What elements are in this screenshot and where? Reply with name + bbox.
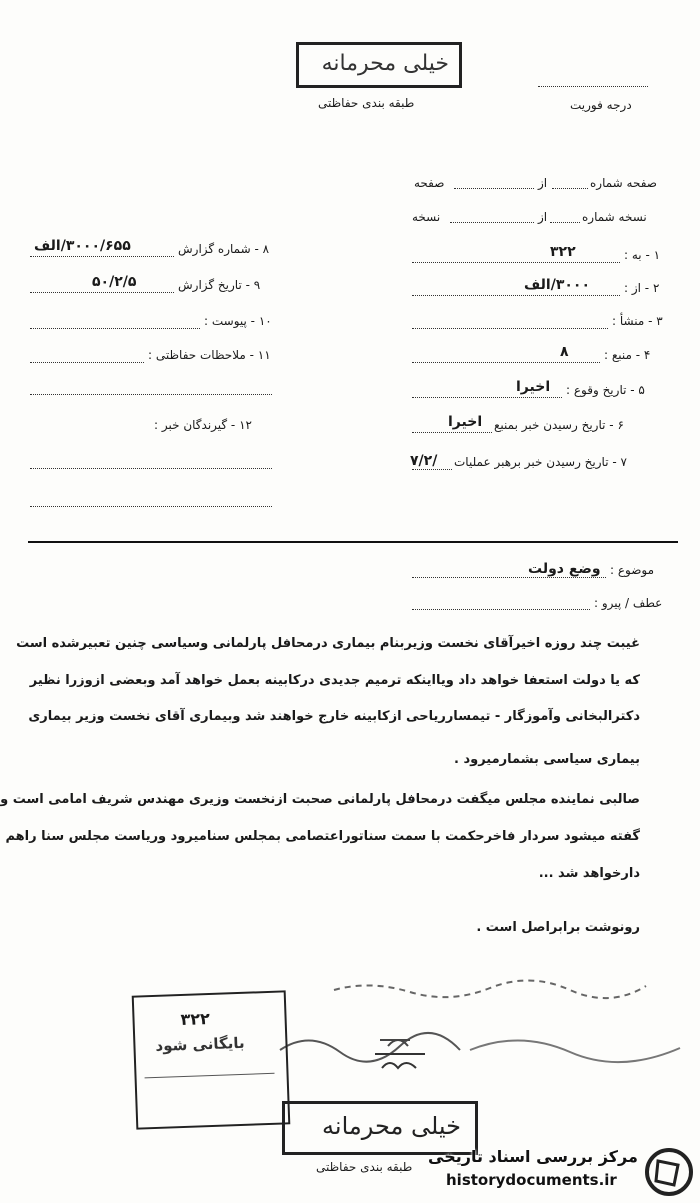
security-notes-label: ۱۱ - ملاحظات حفاظتی : (148, 348, 271, 362)
copy-from-label: از (538, 210, 548, 224)
subject-label: موضوع : (610, 563, 655, 577)
attachment-label: ۱۰ - پیوست : (204, 314, 272, 328)
page-number-line (552, 188, 588, 189)
origin-line (412, 328, 608, 329)
reference-label: عطف / پیرو : (594, 596, 663, 610)
copy-suffix: نسخه (412, 210, 441, 224)
receipt-source-label: ۶ - تاریخ رسیدن خبر بمنبع (494, 418, 624, 432)
copy-number-line (550, 222, 580, 223)
body-line-3: دکترالبخانی وآموزگار - تیمسارریاحی ازکابینه خارج خواهند شد وبیماری آقای نخست وزیر بیماری (28, 709, 640, 724)
classification-caption-bottom: طبقه بندی حفاظتی (316, 1160, 413, 1174)
page-suffix: صفحه (414, 176, 445, 190)
body-line-1: غیبت چند روزه اخیرآقای نخست وزیربنام بیماری درمحافل پارلمانی وسیاسی چنین تعبیرشده است (16, 636, 640, 651)
origin-label: ۳ - منشأ : (612, 314, 663, 328)
event-date-value: اخیرا (516, 379, 551, 395)
report-date-value: ۵۰/۲/۵ (92, 274, 137, 290)
recipients-line-1 (30, 468, 272, 469)
page-from-label: از (538, 176, 548, 190)
receipt-source-line (412, 432, 492, 433)
archive-stamp-text: بایگانی شود (155, 1033, 245, 1055)
separator-line (28, 541, 678, 543)
body-line-6: گفته میشود سردار فاخرحکمت با سمت سناتوراعتصامی بمجلس سنامیرود وریاست مجلس سنا راهم (5, 829, 640, 844)
report-number-label: ۸ - شماره گزارش (178, 242, 270, 256)
page-number-label: صفحه شماره (590, 176, 657, 190)
receipt-ops-value: ۷/۲/ (410, 453, 438, 469)
from-value: ۳۰۰۰/الف (524, 277, 591, 293)
report-date-line (30, 292, 174, 293)
classification-stamp-top (296, 42, 462, 88)
to-value: ۳۲۲ (550, 244, 576, 260)
recipients-label: ۱۲ - گیرندگان خبر : (154, 418, 252, 432)
archive-stamp-number: ۳۲۲ (180, 1009, 211, 1030)
body-line-5: صالبی نماینده مجلس میگفت درمحافل پارلمانی صحبت ازنخست وزیری مهندس شریف امامی است و (0, 792, 640, 807)
receipt-ops-label: ۷ - تاریخ رسیدن خبر برهبر عملیات (454, 455, 627, 469)
handwritten-signature (270, 1010, 690, 1080)
to-line (412, 262, 620, 263)
copy-conformity-note: رونوشت برابراصل است . (476, 920, 640, 935)
urgency-line (538, 86, 648, 87)
subject-value: وضع دولت (528, 561, 601, 577)
page-total-line (454, 188, 534, 189)
receipt-source-value: اخیرا (448, 414, 483, 430)
body-line-7: دارخواهد شد ... (538, 866, 640, 881)
copy-number-label: نسخه شماره (582, 210, 647, 224)
archive-stamp-inner-line (145, 1073, 275, 1079)
receipt-ops-line (412, 469, 452, 470)
security-notes-line-2 (30, 394, 272, 395)
source-value: ۸ (560, 344, 569, 360)
archive-box-stamp (132, 990, 291, 1129)
watermark (418, 1145, 698, 1203)
event-date-line (412, 397, 562, 398)
attachment-line (30, 328, 200, 329)
source-line (412, 362, 600, 363)
watermark-logo-icon (644, 1147, 694, 1197)
subject-line (412, 577, 606, 578)
from-label: ۲ - از : (624, 281, 660, 295)
reference-line (412, 609, 590, 610)
watermark-title: مرکز بررسی اسناد تاریخی (428, 1147, 638, 1166)
report-date-label: ۹ - تاریخ گزارش (178, 278, 261, 292)
body-line-4: بیماری سیاسی بشمارمیرود . (454, 752, 640, 767)
copy-total-line (450, 222, 534, 223)
handwritten-note-top (330, 976, 650, 1002)
watermark-url: historydocuments.ir (446, 1171, 617, 1189)
report-number-value: ۳۰۰۰/۶۵۵/الف (34, 238, 131, 254)
report-number-line (30, 256, 174, 257)
classification-stamp-bottom-text: خیلی محرمانه (322, 1112, 461, 1140)
event-date-label: ۵ - تاریخ وقوع : (566, 383, 645, 397)
to-label: ۱ - به : (624, 248, 661, 262)
security-notes-line-1 (30, 362, 144, 363)
classification-caption-top: طبقه بندی حفاظتی (318, 96, 415, 110)
body-line-2: که یا دولت استعفا خواهد داد ویااینکه ترمیم جدیدی درکابینه بعمل خواهد آمد وبعضی ازوزرا نظیر (29, 673, 640, 688)
source-label: ۴ - منبع : (604, 348, 651, 362)
classification-stamp-top-text: خیلی محرمانه (321, 51, 449, 76)
urgency-label: درجه فوریت (570, 98, 632, 112)
recipients-line-2 (30, 506, 272, 507)
from-line (412, 295, 620, 296)
